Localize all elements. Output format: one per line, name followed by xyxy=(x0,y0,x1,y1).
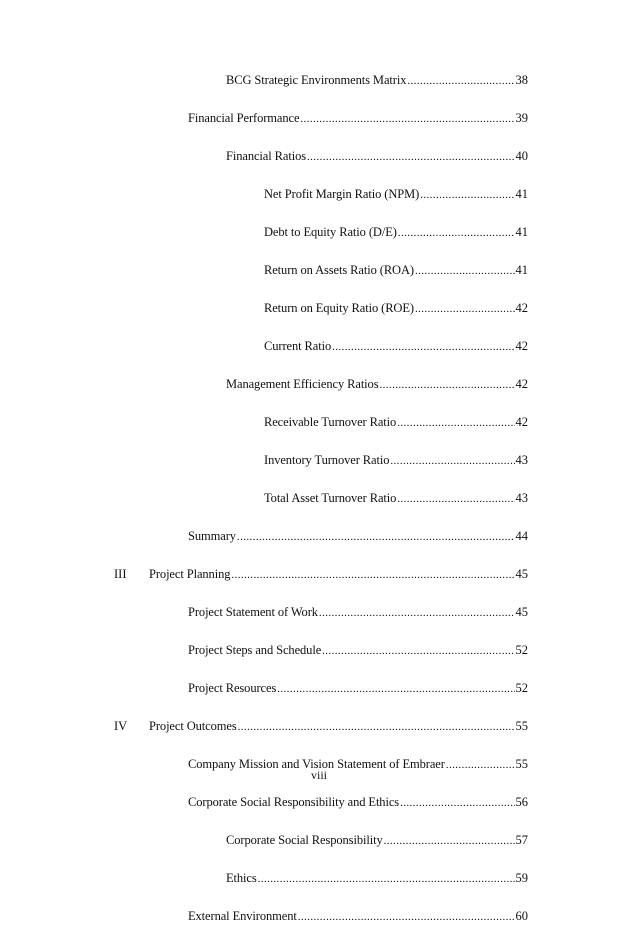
toc-entry-title: Receivable Turnover Ratio xyxy=(264,415,397,429)
toc-entry-title: Return on Equity Ratio (ROE) xyxy=(264,301,414,315)
toc-page-number: 52 xyxy=(515,643,528,657)
toc-row xyxy=(0,869,638,888)
dot-leader xyxy=(390,452,514,471)
toc-row xyxy=(0,299,638,318)
chapter-number: IV xyxy=(114,719,128,733)
toc-entry[interactable] xyxy=(226,831,528,851)
toc-page-number: 42 xyxy=(515,301,528,315)
toc-entry[interactable] xyxy=(188,641,528,661)
dot-leader xyxy=(397,414,514,433)
dot-leader xyxy=(332,338,514,357)
toc-entry-title: Ethics xyxy=(226,871,257,885)
toc-page-number: 52 xyxy=(515,681,528,695)
toc-page-number: 41 xyxy=(515,187,528,201)
toc-entry[interactable] xyxy=(188,679,528,699)
toc-entry[interactable] xyxy=(188,603,528,623)
toc-entry-title: Current Ratio xyxy=(264,339,332,353)
toc-page-number: 42 xyxy=(515,415,528,429)
toc-entry-title: Project Steps and Schedule xyxy=(188,643,322,657)
toc-page-number: 44 xyxy=(515,529,528,543)
toc-entry[interactable] xyxy=(264,337,528,357)
dot-leader xyxy=(231,566,514,585)
toc-page-number: 60 xyxy=(515,909,528,923)
toc-row xyxy=(0,451,638,470)
dot-leader xyxy=(384,832,515,851)
toc-row xyxy=(0,527,638,546)
dot-leader xyxy=(400,794,514,813)
dot-leader xyxy=(300,110,514,129)
dot-leader xyxy=(237,528,515,547)
toc-entry-title: Project Outcomes xyxy=(149,719,237,733)
toc-entry[interactable] xyxy=(264,489,528,509)
dot-leader xyxy=(420,186,514,205)
toc-entry-title: Project Planning xyxy=(149,567,231,581)
toc-row xyxy=(0,717,638,736)
toc-entry[interactable] xyxy=(149,565,528,585)
table-of-contents xyxy=(0,71,638,945)
toc-page-number: 45 xyxy=(515,605,528,619)
toc-entry[interactable] xyxy=(264,299,528,319)
toc-page-number: 42 xyxy=(515,339,528,353)
toc-page-number: 39 xyxy=(515,111,528,125)
toc-entry-title: Company Mission and Vision Statement of Embraer xyxy=(188,757,445,771)
toc-page-number: 41 xyxy=(515,263,528,277)
toc-page-number: 55 xyxy=(515,719,528,733)
dot-leader xyxy=(398,224,515,243)
toc-entry[interactable] xyxy=(149,717,528,737)
toc-entry-title: Project Resources xyxy=(188,681,277,695)
dot-leader xyxy=(397,490,514,509)
dot-leader xyxy=(415,262,515,281)
toc-row xyxy=(0,261,638,280)
toc-row xyxy=(0,375,638,394)
dot-leader xyxy=(379,376,514,395)
toc-entry[interactable] xyxy=(264,185,528,205)
toc-entry-title: Financial Performance xyxy=(188,111,300,125)
toc-page-number: 43 xyxy=(515,491,528,505)
toc-row xyxy=(0,907,638,926)
toc-entry-title: Net Profit Margin Ratio (NPM) xyxy=(264,187,420,201)
toc-entry[interactable] xyxy=(264,223,528,243)
toc-page-number: 38 xyxy=(515,73,528,87)
toc-row xyxy=(0,565,638,584)
toc-row xyxy=(0,603,638,622)
toc-entry-title: External Environment xyxy=(188,909,297,923)
toc-page-number: 45 xyxy=(515,567,528,581)
toc-entry-title: Debt to Equity Ratio (D/E) xyxy=(264,225,397,239)
toc-entry-title: Corporate Social Responsibility xyxy=(226,833,383,847)
toc-entry[interactable] xyxy=(226,869,528,889)
toc-entry[interactable] xyxy=(264,261,528,281)
toc-entry-title: Management Efficiency Ratios xyxy=(226,377,379,391)
toc-row xyxy=(0,185,638,204)
dot-leader xyxy=(407,72,514,91)
dot-leader xyxy=(307,148,515,167)
toc-row xyxy=(0,413,638,432)
toc-entry-title: BCG Strategic Environments Matrix xyxy=(226,73,407,87)
toc-row xyxy=(0,641,638,660)
toc-entry-title: Return on Assets Ratio (ROA) xyxy=(264,263,414,277)
toc-entry[interactable] xyxy=(226,375,528,395)
toc-entry-title: Total Asset Turnover Ratio xyxy=(264,491,397,505)
toc-row xyxy=(0,831,638,850)
toc-entry-title: Financial Ratios xyxy=(226,149,306,163)
toc-entry[interactable] xyxy=(188,907,528,927)
toc-row xyxy=(0,679,638,698)
dot-leader xyxy=(258,870,515,889)
page-number-footer: viii xyxy=(310,768,327,782)
toc-page-number: 59 xyxy=(515,871,528,885)
toc-page-number: 41 xyxy=(515,225,528,239)
toc-row xyxy=(0,489,638,508)
toc-entry[interactable] xyxy=(188,527,528,547)
toc-entry-title: Project Statement of Work xyxy=(188,605,318,619)
dot-leader xyxy=(277,680,514,699)
toc-entry[interactable] xyxy=(226,147,528,167)
toc-page-number: 43 xyxy=(515,453,528,467)
toc-page-number: 55 xyxy=(515,757,528,771)
toc-page-number: 56 xyxy=(515,795,528,809)
toc-entry[interactable] xyxy=(264,413,528,433)
toc-entry-title: Summary xyxy=(188,529,236,543)
toc-entry[interactable] xyxy=(188,109,528,129)
toc-row xyxy=(0,71,638,90)
toc-page-number: 57 xyxy=(515,833,528,847)
toc-page-number: 40 xyxy=(515,149,528,163)
toc-entry[interactable] xyxy=(188,793,528,813)
toc-row xyxy=(0,109,638,128)
dot-leader xyxy=(238,718,515,737)
dot-leader xyxy=(415,300,515,319)
toc-page-number: 42 xyxy=(515,377,528,391)
toc-entry-title: Inventory Turnover Ratio xyxy=(264,453,390,467)
toc-row xyxy=(0,793,638,812)
toc-row xyxy=(0,223,638,242)
toc-entry[interactable] xyxy=(264,451,528,471)
dot-leader xyxy=(319,604,515,623)
dot-leader xyxy=(322,642,514,661)
dot-leader xyxy=(298,908,515,927)
toc-row xyxy=(0,337,638,356)
toc-row xyxy=(0,147,638,166)
toc-entry-title: Corporate Social Responsibility and Ethics xyxy=(188,795,400,809)
toc-entry[interactable] xyxy=(226,71,528,91)
chapter-number: III xyxy=(114,567,127,581)
